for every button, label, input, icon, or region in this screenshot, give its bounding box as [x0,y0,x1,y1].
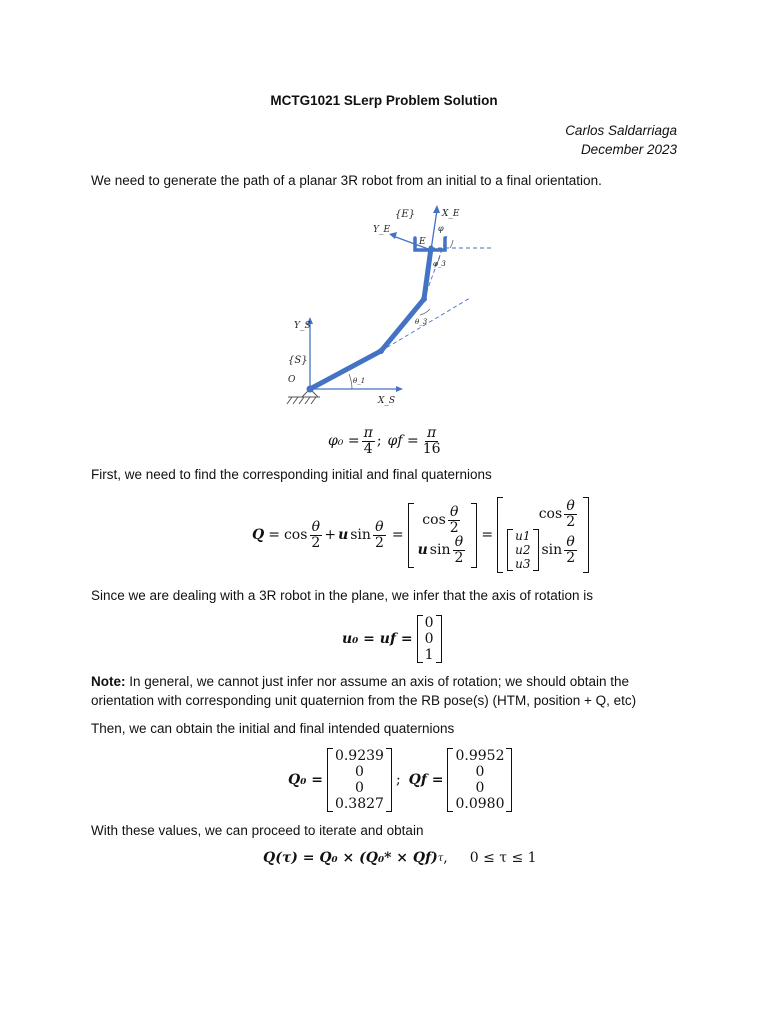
label-phi: φ [438,224,444,233]
qf-lhs: Qf = [408,772,444,788]
equals-2: = [391,527,404,544]
q0-w: 0.9239 [334,748,384,764]
paragraph-axis: Since we are dealing with a 3R robot in the plane, we infer that the axis of rotation is [91,588,594,603]
qf-z: 0.0980 [455,796,505,812]
sin-3: sin [541,542,563,559]
two-5: 2 [566,513,576,530]
paragraph-quaternions: First, we need to find the corresponding initial and final quaternions [91,467,492,482]
qf-w: 0.9952 [455,748,505,764]
axis-vector [417,615,442,663]
phi0-label: φ₀ = [328,433,360,450]
label-ys: Y_S [294,321,311,331]
q0-z: 0.3827 [334,796,384,812]
paragraph-iterate: With these values, we can proceed to iterate and obtain [91,823,424,838]
two-6: 2 [566,549,576,566]
axis-lhs: u₀ = uf = [342,631,413,647]
u1: u1 [515,529,531,544]
q-separator: ; [395,772,401,788]
theta-5: θ [566,498,575,514]
sixteen-denominator: 16 [422,440,441,457]
slerp-range: 0 ≤ τ ≤ 1 [469,850,537,866]
equation-slerp [263,850,537,866]
theta-6: θ [566,534,575,551]
sin-2: sin [429,542,451,559]
two-2: 2 [374,534,384,551]
matrix-2 [497,497,589,573]
note-paragraph [91,672,681,710]
label-frame-e: {E} [395,209,416,220]
cos-2: cos [422,512,446,528]
label-ye: Y_E [373,225,391,235]
slerp-formula: Q(τ) = Q₀ × (Q₀* × Qf) [263,850,438,866]
label-frame-s: {S} [288,355,308,366]
q0-x: 0 [354,764,364,780]
axis-x: 0 [424,615,434,631]
four-denominator: 4 [363,440,373,457]
slerp-comma: , [443,850,448,866]
cos-1: cos [283,527,308,544]
qf-vector [447,748,512,812]
qf-y: 0 [475,780,485,796]
paragraph-intended: Then, we can obtain the initial and final intended quaternions [91,721,455,736]
theta-3: θ [450,503,459,520]
label-origin: O [288,375,296,385]
q0-lhs: Q₀ = [288,772,323,788]
slerp-exponent: τ [437,852,444,864]
document-title: MCTG1021 SLerp Problem Solution [270,93,498,108]
cos-3: cos [538,506,563,523]
ground-hatch [287,397,320,404]
qf-x: 0 [475,764,485,780]
axis-z: 1 [424,647,434,663]
u-2: u [417,542,428,559]
paragraph-intro: We need to generate the path of a planar 3R robot from an initial to a final orientation. [91,173,602,188]
u-1: u [338,527,349,544]
joint-1 [307,386,314,393]
document-date: December 2023 [580,142,677,157]
equation-quaternion-def [252,497,589,573]
u2: u2 [515,543,531,558]
phif-label: φf = [387,433,419,450]
label-e: E [419,237,426,247]
equation-axis [342,615,442,663]
label-xe: X_E [442,209,460,219]
matrix-1 [408,503,478,568]
q0-y: 0 [354,780,364,796]
separator: ; [376,433,382,450]
robot-diagram [280,200,495,410]
label-theta1: θ_1 [353,377,366,385]
u3: u3 [515,557,531,572]
axis-y: 0 [424,631,434,647]
equals-1: = [268,527,280,544]
theta-4: θ [454,534,464,551]
two-3: 2 [449,519,459,536]
equals-3: = [481,527,494,544]
label-xs: X_S [378,396,396,406]
plus: + [324,527,337,544]
equation-q0-qf [288,748,512,812]
note-text: In general, we cannot just infer nor assume an axis of rotation; we should obtain the orientation with corresponding unit quaternion from the RB pose(s) (HTM, position + Q, etc) [91,674,637,708]
joint-2 [378,348,384,354]
label-theta3: θ_3 [415,318,428,326]
two-1: 2 [311,534,321,551]
theta-2: θ [375,519,384,535]
label-phi3: φ_3 [433,260,446,268]
theta-1: θ [311,519,321,535]
author-name: Carlos Saldarriaga [565,123,677,138]
equation-angles [328,426,445,456]
joint-3 [421,296,427,302]
pi-numerator: π [363,425,373,441]
q0-vector [327,748,392,812]
q-symbol: Q [252,527,265,544]
sin-1: sin [350,527,371,544]
note-label: Note: [91,674,126,689]
two-4: 2 [454,549,464,566]
pi-numerator-2: π [427,425,437,441]
